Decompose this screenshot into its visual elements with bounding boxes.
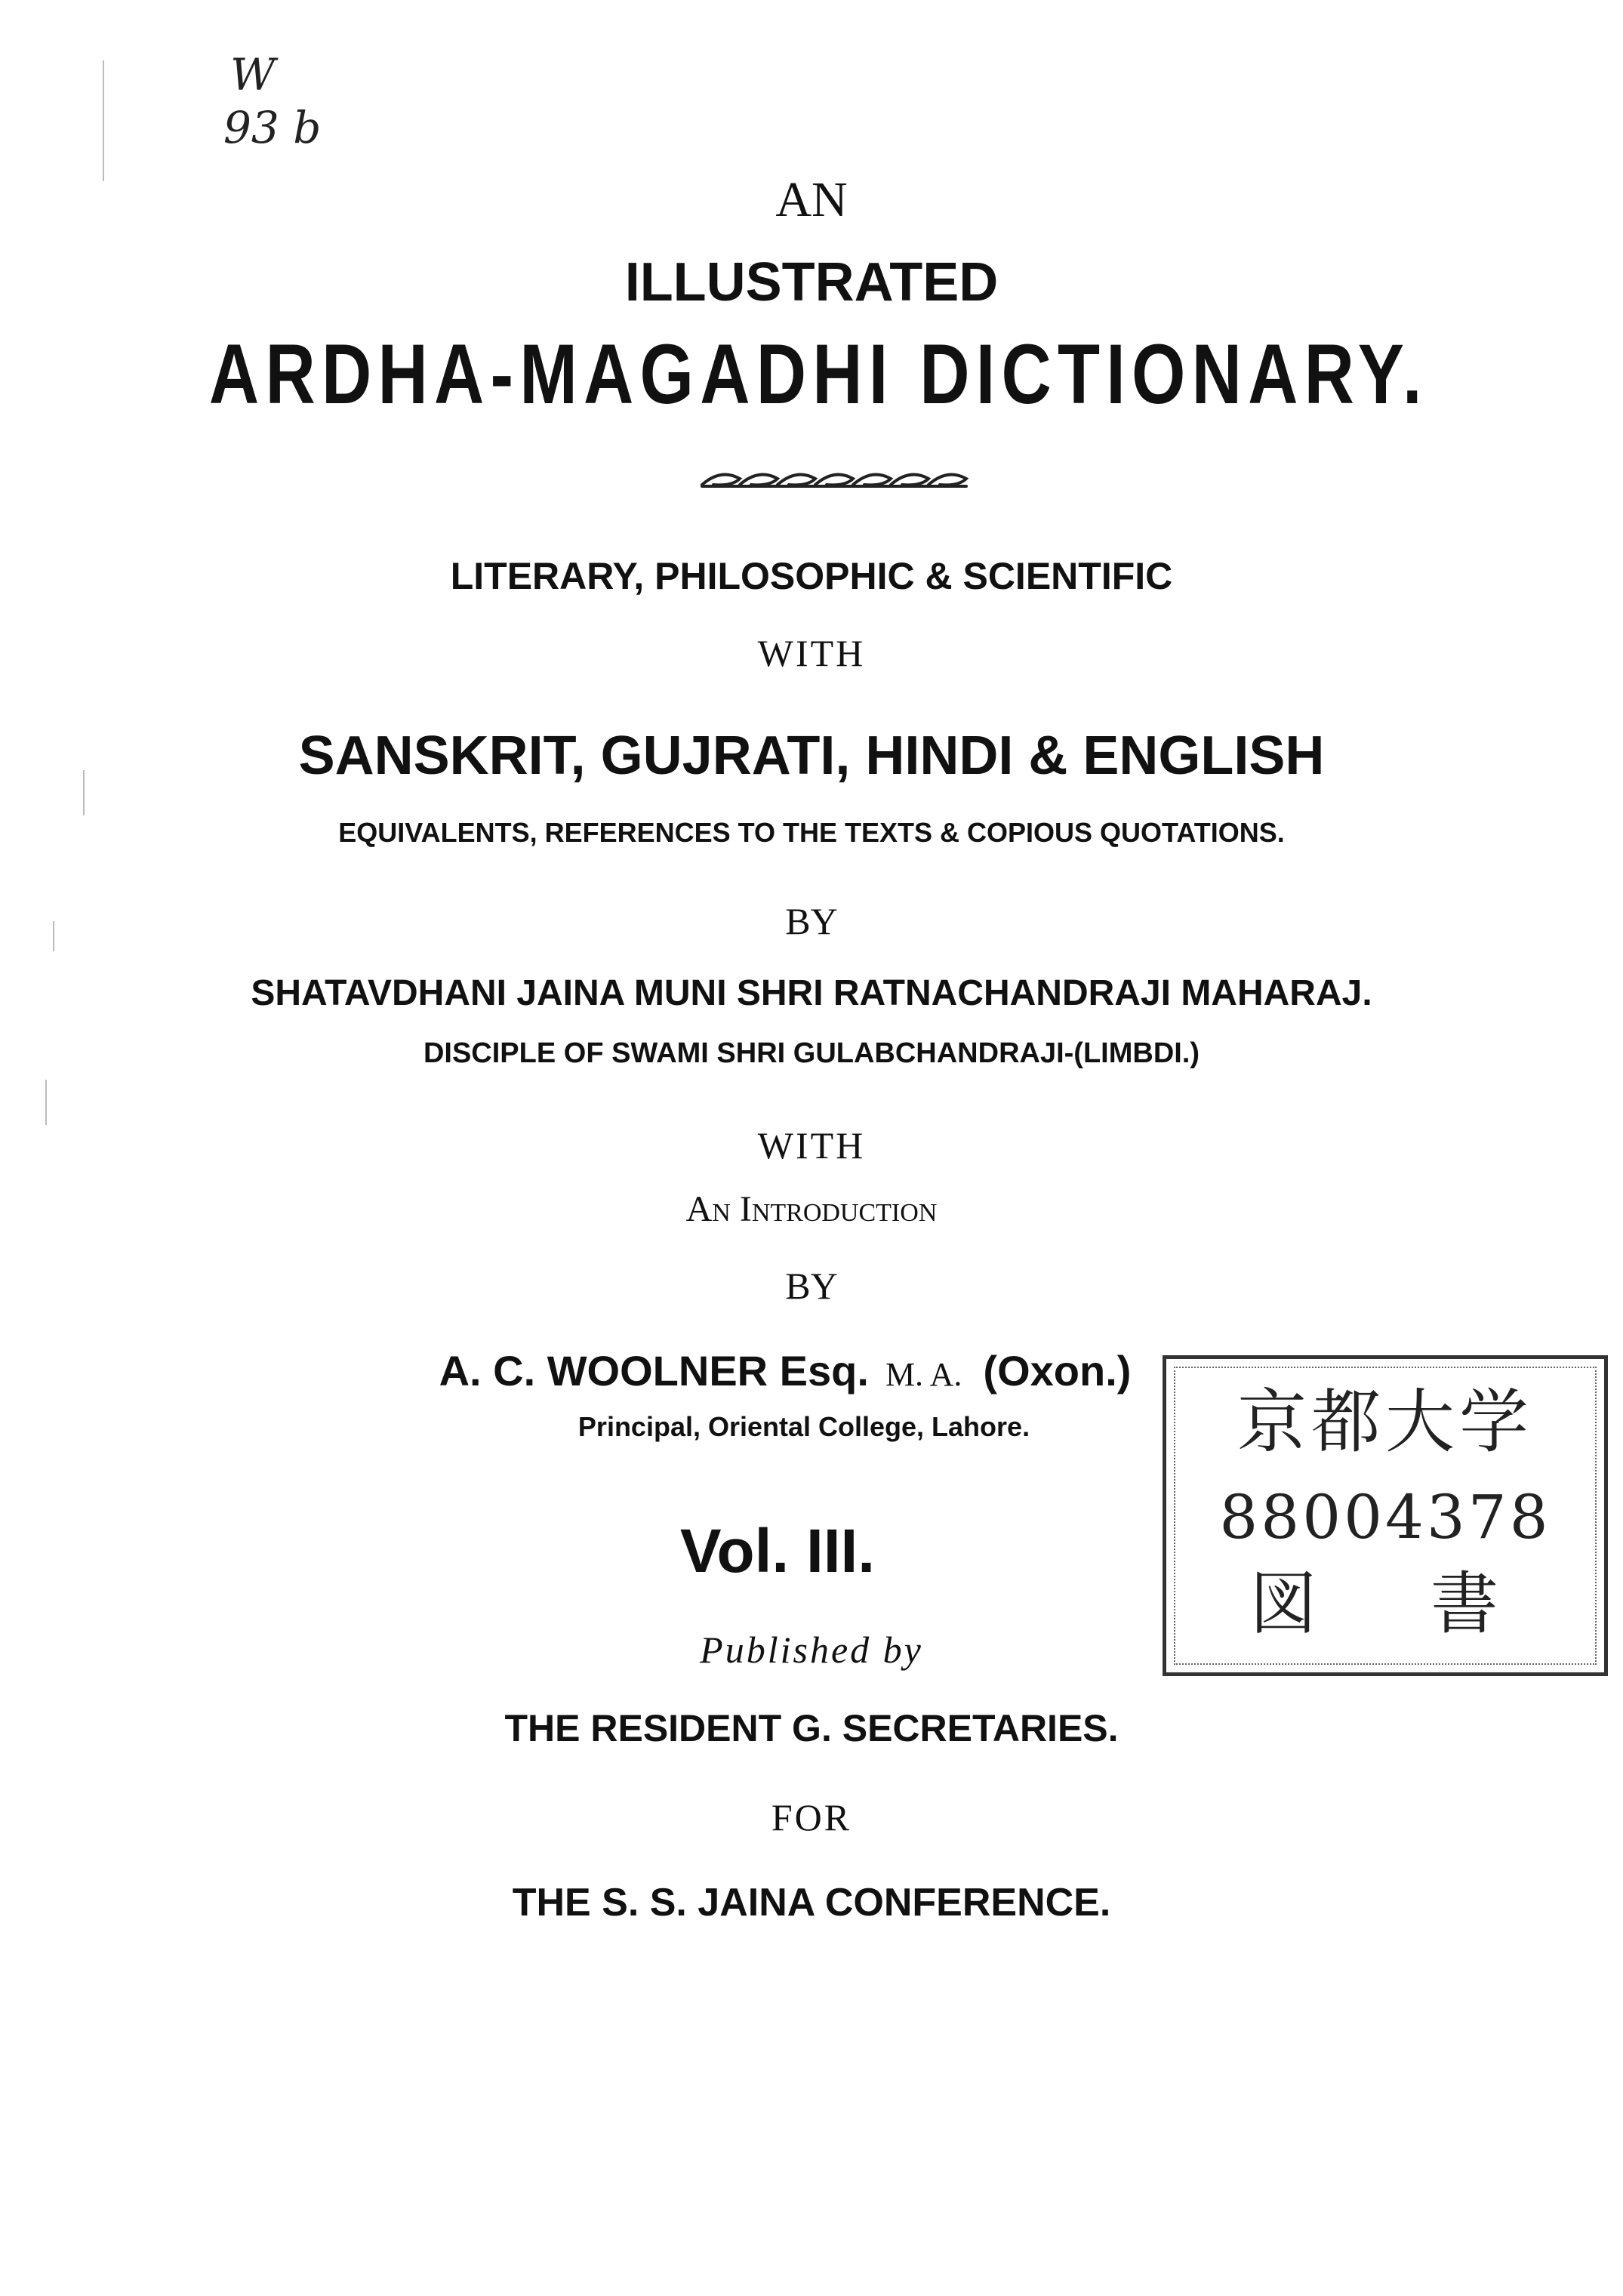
description-equivalents: EQUIVALENTS, REFERENCES TO THE TEXTS & COPIOUS QUOTATIONS.	[338, 817, 1285, 848]
title-illustrated: ILLUSTRATED	[624, 252, 999, 313]
stamp-institution: 京都大学	[1236, 1382, 1533, 1462]
handwritten-mark-number: 93 b	[223, 102, 322, 153]
publisher-published-by: Published by	[700, 1629, 923, 1671]
introducer-position: Principal, Oriental College, Lahore.	[577, 1411, 1030, 1442]
library-stamp	[1163, 1355, 1608, 1676]
stamp-library: 図 書	[1249, 1564, 1521, 1644]
title-an: AN	[775, 172, 848, 227]
description-languages: SANSKRIT, GUJRATI, HINDI & ENGLISH	[298, 726, 1325, 786]
description-kind: LITERARY, PHILOSOPHIC & SCIENTIFIC	[450, 555, 1173, 597]
title-main: ARDHA-MAGADHI DICTIONARY.	[208, 327, 1428, 421]
ornament-divider	[698, 462, 970, 492]
author-disciple: DISCIPLE OF SWAMI SHRI GULABCHANDRAJI-(LIMBDI.)	[423, 1037, 1200, 1069]
introduction-label: An Introduction	[685, 1189, 938, 1229]
author-by: BY	[785, 900, 838, 942]
publisher-for: FOR	[771, 1796, 852, 1838]
stamp-number: 88004378	[1219, 1482, 1551, 1552]
introduction-with: WITH	[757, 1124, 866, 1166]
margin-mark	[45, 1080, 47, 1125]
description-with: WITH	[757, 632, 866, 674]
margin-mark	[103, 60, 104, 181]
introduction-by: BY	[785, 1265, 838, 1307]
publisher-conference: THE S. S. JAINA CONFERENCE.	[512, 1881, 1111, 1925]
volume-label: Vol. III.	[679, 1517, 876, 1586]
author-name: SHATAVDHANI JAINA MUNI SHRI RATNACHANDRAJI MAHARAJ.	[251, 973, 1372, 1013]
introducer-name: A. C. WOOLNER Esq.	[439, 1347, 869, 1395]
introducer-oxon: (Oxon.)	[983, 1347, 1132, 1395]
introducer-degree: M. A.	[885, 1356, 962, 1393]
publisher-name: THE RESIDENT G. SECRETARIES.	[504, 1707, 1119, 1749]
handwritten-mark-w: W	[230, 49, 276, 100]
